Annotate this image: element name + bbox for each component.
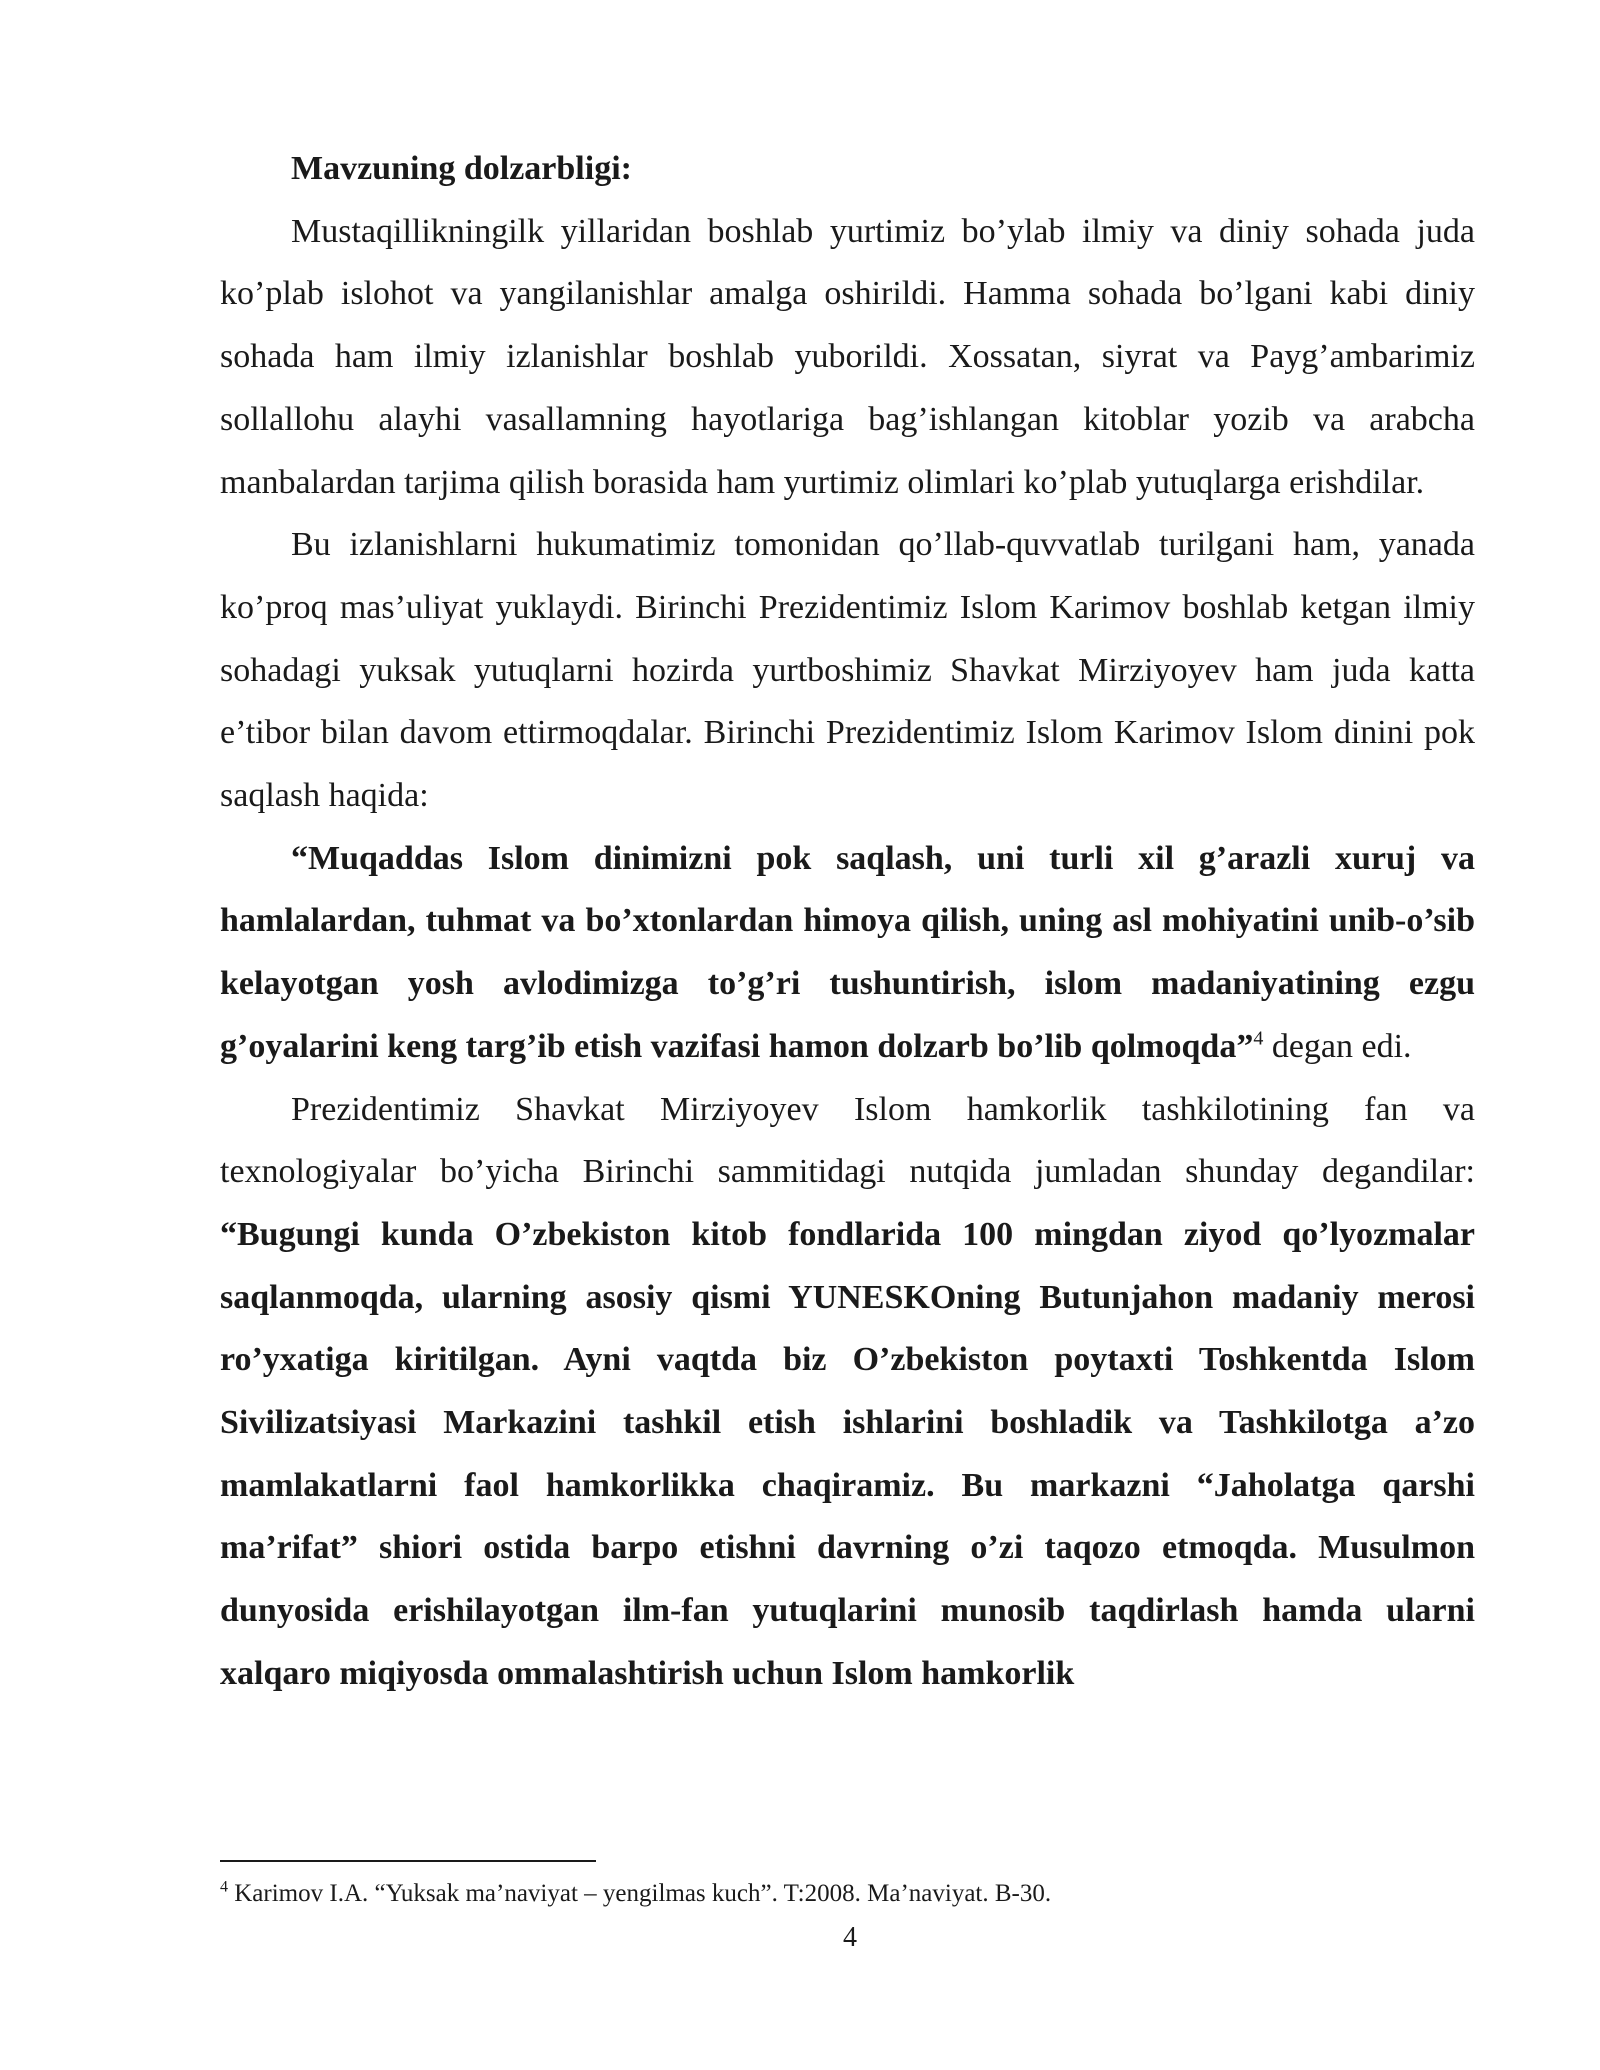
paragraph-4-intro: Prezidentimiz Shavkat Mirziyoyev Islom hamkorlik tashkilotining fan va texnologiyalar bo’yicha Birinchi sammitidagi nutqida jumladan shunday degandilar: — [220, 1090, 1475, 1191]
karimov-quote: “Muqaddas Islom dinimizni pok saqlash, uni turli xil g’arazli xuruj va hamlalardan, tuhmat va bo’xtonlardan himoya qilish, uning asl mohiyatini unib-o’sib kelayotgan yosh avlodimizga to’g’ri tushuntirish, islom madaniyatining ezgu g’oyalarini keng targ’ib etish vazifasi hamon dolzarb bo’lib qolmoqda” — [220, 839, 1475, 1065]
footnote-reference: 4 — [1253, 1027, 1264, 1050]
paragraph-4 — [220, 1079, 1475, 1706]
page-number: 4 — [843, 1922, 857, 1953]
section-heading: Mavzuning dolzarbligi: — [291, 150, 632, 187]
footnote-separator — [220, 1860, 596, 1862]
paragraph-2: Bu izlanishlarni hukumatimiz tomonidan qo’llab-quvvatlab turilgani ham, yanada ko’proq mas’uliyat yuklaydi. Birinchi Prezidentimiz Islom Karimov boshlab ketgan ilmiy sohadagi yuksak yutuqlarni hozirda yurtboshimiz Shavkat Mirziyoyev ham juda katta e’tibor bilan davom ettirmoqdalar. Birinchi Prezidentimiz Islom Karimov Islom dinini pok saqlash haqida: — [220, 526, 1475, 815]
footnote — [220, 1878, 1475, 1910]
quote-tail: degan edi. — [1263, 1027, 1412, 1065]
paragraph-1: Mustaqillikningilk yillaridan boshlab yurtimiz bo’ylab ilmiy va diniy sohada juda ko’plab islohot va yangilanishlar amalga oshirildi. Hamma sohada bo’lgani kabi diniy sohada ham ilmiy izlanishlar boshlab yuborildi. Xossatan, siyrat va Payg’ambarimiz sollallohu alayhi vasallamning hayotlariga bag’ishlangan kitoblar yozib va arabcha manbalardan tarjima qilish borasida ham yurtimiz olimlari ko’plab yutuqlarga erishdilar. — [220, 212, 1475, 501]
footnote-number: 4 — [220, 1878, 228, 1896]
paragraph-3 — [220, 828, 1475, 1079]
mirziyoyev-quote: “Bugungi kunda O’zbekiston kitob fondlarida 100 mingdan ziyod qo’lyozmalar saqlanmoqda, ularning asosiy qismi YUNESKOning Butunjahon madaniy merosi ro’yxatiga kiritilgan. Ayni vaqtda biz O’zbekiston poytaxti Toshkentda Islom Sivilizatsiyasi Markazini tashkil etish ishlarini boshladik va Tashkilotga a’zo mamlakatlarni faol hamkorlikka chaqiramiz. Bu markazni “Jaholatga qarshi ma’rifat” shiori ostida barpo etishni davrning o’zi taqozo etmoqda. Musulmon dunyosida erishilayotgan ilm-fan yutuqlarini munosib taqdirlash hamda ularni xalqaro miqiyosda ommalashtirish uchun Islom hamkorlik — [220, 1215, 1475, 1692]
document-page — [220, 138, 1475, 1706]
footnote-text: Karimov I.A. “Yuksak ma’naviyat – yengilmas kuch”. T:2008. Ma’naviyat. B-30. — [228, 1880, 1052, 1907]
